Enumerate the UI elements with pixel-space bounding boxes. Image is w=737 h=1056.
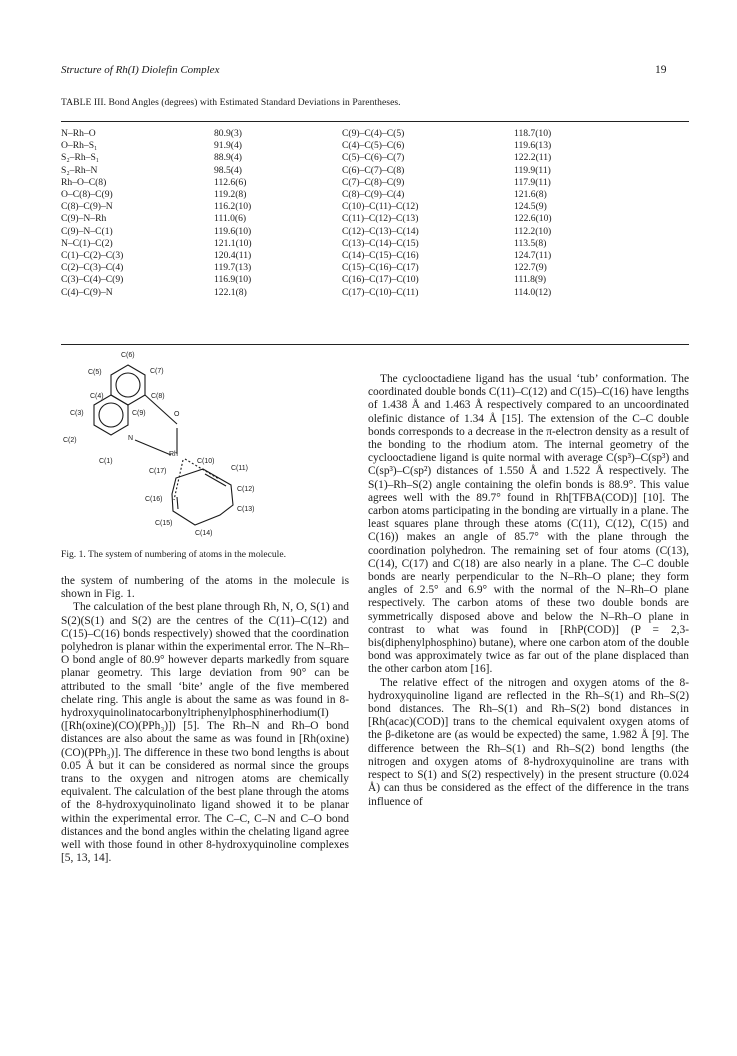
angle-atoms-cell: O–Rh–S₁ [61,140,98,152]
angle-value-cell: 122.2(11) [514,152,552,164]
angle-value-cell: 111.0(6) [214,213,247,225]
angle-atoms-cell: C(8)–C(9)–C(4) [342,189,405,201]
angle-atoms-cell: C(11)–C(12)–C(13) [342,213,419,225]
angle-atoms-cell: N–C(1)–C(2) [61,237,113,249]
angle-atoms-cell: C(2)–C(3)–C(4) [61,262,124,274]
angle-atoms-cell: C(9)–N–Rh [61,213,107,225]
angle-value-cell: 112.2(10) [514,225,552,237]
angle-atoms-cell: N–Rh–O [61,128,96,139]
bond-angles-table [61,128,689,299]
table-row [61,238,689,250]
angle-value-cell: 114.0(12) [514,286,552,298]
atom-label-c10: C(10) [197,458,215,465]
atom-label-o: O [174,411,180,418]
angle-value-cell: 119.6(13) [514,140,552,152]
table-row [61,274,689,286]
atom-label-c15: C(15) [155,520,173,527]
angle-value-cell: 119.9(11) [514,164,551,176]
angle-atoms-cell: C(1)–C(2)–C(3) [61,250,124,262]
angle-value-cell: 122.1(8) [214,286,247,298]
angle-value-cell: 91.9(4) [214,140,242,152]
table-row [61,213,689,225]
atom-label-c14: C(14) [195,530,213,537]
atom-label-c16: C(16) [145,496,163,503]
angle-value-cell: 119.6(10) [214,225,252,237]
figure-caption: Fig. 1. The system of numbering of atoms in the molecule. [61,549,286,560]
angle-value-cell: 112.6(6) [214,176,247,188]
angle-value-cell: 124.5(9) [514,201,547,213]
paragraph: The relative effect of the nitrogen and oxygen atoms of the 8-hydroxyquinoline ligand are reflected in the Rh–S(1) and Rh–S(2) bond distances. The Rh–S(1) and Rh–S(2) bond distances in [Rh(acac)(COD)] trans to the chemical equivalent oxygen atoms of the β-diketone are (as would be expected) the same, 1.982 Å [9]. The difference between the Rh–S(1) and Rh–S(2) bond lengths (the nitrogen and oxygen atoms of 8-hydroxyquinoline are trans with respect to S(1) and S(2) respectively) in the present structure (0.024 Å) can thus be considered as the effect of the difference in the trans influence of [368,676,689,808]
angle-atoms-cell: C(13)–C(14)–C(15) [342,237,419,249]
table-row [61,226,689,238]
atom-label-c4: C(4) [90,393,104,400]
paragraph: The cyclooctadiene ligand has the usual ‘tub’ conformation. The coordinated double bonds C(11)–C(12) and C(15)–C(16) have lengths of 1.438 Å and 1.463 Å respectively compared to an uncoordinated olefinic distance of 1.34 Å [15]. The extension of the C–C double bonds corresponds to a decrease in the π-electron density as a result of the bonding to the rhodium atom. The internal geometry of the cyclooctadiene ligand is quite normal with average C(sp³)–C(sp³) and C(sp³)–C(sp²) distances of 1.550 Å and 1.522 Å respectively. The S(1)–Rh–S(2) angle containing the olefin bonds is 88.9°. This value agrees well with the 89.7° found in Rh[TFBA(COD)] [10]. The carbon atoms participating in the bonding are virtually in a plane. The least squares plane through these atoms (C(11), C(12), C(15) and C(16)) makes an angle of 85.7° with the plane through the coordination polyhedron. The remaining set of four atoms (C(13), C(14), C(17) and C(18) are also nearly in a plane. The C–C double bonds are nearly perpendicular to the N–Rh–O plane; they form angles of 2.5° and 6.9° with the normal of the N–Rh–O plane respectively. The carbon atoms of these two double bonds are symmetrically disposed above and below the N–Rh–O plane in contrast to what was found in [RhP(COD)] (P = 2,3-bis(diphenylphosphino) butane), where one carbon atom of the double bond was approximately twice as far out of the plane displaced than the other carbon atom [16]. [368,373,689,676]
angle-atoms-cell: C(9)–N–C(1) [61,225,113,237]
table-row [61,201,689,213]
angle-value-cell: 98.5(4) [214,164,242,176]
angle-atoms-cell: S₂–Rh–S₁ [61,152,100,164]
angle-value-cell: 118.7(10) [514,128,552,139]
table-row [61,250,689,262]
atom-label-c1: C(1) [99,458,113,465]
molecule-numbering-figure [61,345,351,545]
angle-value-cell: 119.7(13) [214,262,252,274]
atom-label-c7: C(7) [150,368,164,375]
left-text-column [61,575,349,865]
angle-value-cell: 122.7(9) [514,262,547,274]
table-caption: TABLE III. Bond Angles (degrees) with Estimated Standard Deviations in Parentheses. [61,97,401,108]
angle-atoms-cell: C(4)–C(9)–N [61,286,113,298]
angle-atoms-cell: S₂–Rh–N [61,164,98,176]
table-row [61,140,689,152]
double-bond-c16-c15 [177,497,178,509]
angle-atoms-cell: C(12)–C(13)–C(14) [342,225,419,237]
atom-label-n: N [128,435,134,442]
angle-atoms-cell: C(16)–C(17)–C(10) [342,274,419,286]
angle-atoms-cell: Rh–O–C(8) [61,176,107,188]
right-text-column [368,373,689,809]
atom-label-c17: C(17) [149,468,167,475]
angle-atoms-cell: C(6)–C(7)–C(8) [342,164,405,176]
angle-value-cell: 116.2(10) [214,201,252,213]
atom-label-c2: C(2) [63,437,77,444]
angle-value-cell: 121.1(10) [214,237,252,249]
angle-value-cell: 88.9(4) [214,152,242,164]
angle-atoms-cell: C(10)–C(11)–C(12) [342,201,419,213]
angle-atoms-cell: O–C(8)–C(9) [61,189,113,201]
angle-value-cell: 116.9(10) [214,274,252,286]
atom-label-c12: C(12) [237,486,255,493]
atom-label-rh: Rh [169,451,178,458]
aromatic-circle-upper [116,373,140,397]
atom-label-c9: C(9) [132,410,146,417]
angle-value-cell: 121.6(8) [514,189,547,201]
angle-value-cell: 113.5(8) [514,237,547,249]
atom-label-c8: C(8) [151,393,165,400]
table-row [61,177,689,189]
running-header-title: Structure of Rh(I) Diolefin Complex [61,64,220,76]
cyclooctadiene-ring [172,469,233,525]
angle-value-cell: 120.4(11) [214,250,252,262]
angle-value-cell: 111.8(9) [514,274,547,286]
angle-atoms-cell: C(14)–C(15)–C(16) [342,250,419,262]
table-row [61,287,689,299]
angle-value-cell: 117.9(11) [514,176,551,188]
atom-label-c3: C(3) [70,410,84,417]
paragraph: the system of numbering of the atoms in the molecule is shown in Fig. 1. [61,575,349,601]
table-row [61,152,689,164]
table-row [61,165,689,177]
aromatic-circle-lower [99,403,123,427]
angle-atoms-cell: C(9)–C(4)–C(5) [342,128,405,139]
angle-value-cell: 80.9(3) [214,128,242,139]
angle-value-cell: 122.6(10) [514,213,552,225]
table-top-rule [61,121,689,122]
paragraph: The calculation of the best plane through Rh, N, O, S(1) and S(2)(S(1) and S(2) are the centres of the C(11)–C(12) and C(15)–C(16) bonds respectively) showed that the coordination polyhedron is planar within the experimental error. The N–Rh–O bond angle of 80.9° however departs markedly from square planar geometry. This large deviation from 90° can be attributed to the small ‘bite’ angle of the five membered chelate ring. This angle is about the same as was found in 8-hydroxyquinolinatocarbonyltriphenylphosphinerhodium(I) ([Rh(oxine)(CO)(PPh₃)]) [5]. The Rh–N and Rh–O bond distances are also about the same as was found in [Rh(oxine)(CO)(PPh₃)]. The difference in these two bond lengths is about 0.05 Å but it can be considered as normal since the groups trans to the oxygen and nitrogen atoms are chemically equivalent. The calculation of the best plane through the atoms of the 8-hydroxyquinolinato ligand showed it to be planar within the experimental error. The C–C, C–N and C–O bond distances and the bond angles within the chelating ligand agree well with those found in other 8-hydroxyquinoline complexes [5, 13, 14]. [61,601,349,865]
page-number: 19 [655,64,667,76]
atom-label-c5: C(5) [88,369,102,376]
atom-label-c11: C(11) [231,465,248,472]
angle-value-cell: 119.2(8) [214,189,247,201]
atom-label-c6: C(6) [121,352,135,359]
angle-atoms-cell: C(3)–C(4)–C(9) [61,274,124,286]
angle-value-cell: 124.7(11) [514,250,552,262]
angle-atoms-cell: C(17)–C(10)–C(11) [342,286,419,298]
table-row [61,128,689,140]
angle-atoms-cell: C(7)–C(8)–C(9) [342,176,405,188]
angle-atoms-cell: C(8)–C(9)–N [61,201,113,213]
table-row [61,262,689,274]
angle-atoms-cell: C(5)–C(6)–C(7) [342,152,405,164]
angle-atoms-cell: C(4)–C(5)–C(6) [342,140,405,152]
bond-n-rh [135,440,171,455]
angle-atoms-cell: C(15)–C(16)–C(17) [342,262,419,274]
table-row [61,189,689,201]
atom-label-c13: C(13) [237,506,255,513]
